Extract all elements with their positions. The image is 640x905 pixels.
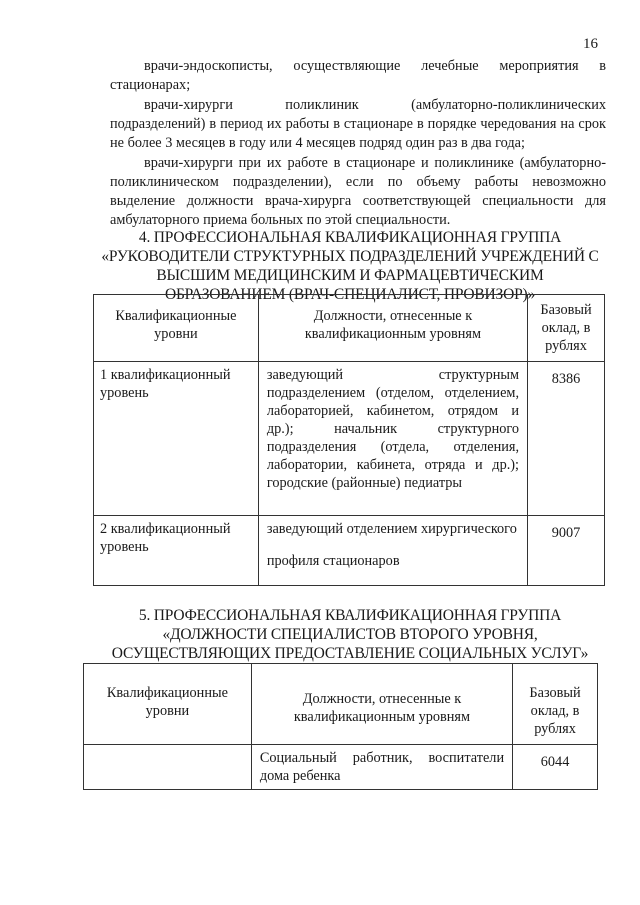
row-positions: заведующий отделением хирургического — [266, 521, 517, 537]
row-salary: 9007 — [528, 516, 605, 586]
header-base-salary: Базовый оклад, в рублях — [513, 664, 598, 745]
section-5-title — [100, 606, 600, 663]
section-5-title-line2: «ДОЛЖНОСТИ СПЕЦИАЛИСТОВ ВТОРОГО УРОВНЯ, ОСУЩЕСТВЛЯЮЩИХ ПРЕДОСТАВЛЕНИЕ СОЦИАЛЬНЫХ УСЛУГ» — [111, 626, 589, 662]
table-row — [84, 745, 598, 790]
row-salary: 8386 — [528, 362, 605, 516]
header-qualification-levels: Квалификационные уровни — [84, 664, 252, 745]
paragraph-polyclinic-surgeons: врачи-хирурги поликлиник (амбулаторно-поликлинических подразделений) в период их работы в стационаре в порядке чередования на срок не более 3 месяцев в году или 4 месяцев подряд один раз в два года; — [110, 97, 606, 151]
row-positions-extra: профиля стационаров — [266, 553, 400, 569]
section-4-table — [93, 294, 605, 586]
header-base-salary: Базовый оклад, в рублях — [528, 295, 605, 362]
section-4-title-line2: «РУКОВОДИТЕЛИ СТРУКТУРНЫХ ПОДРАЗДЕЛЕНИЙ УЧРЕЖДЕНИЙ С ВЫСШИМ МЕДИЦИНСКИМ И ФАРМАЦЕВТИЧЕСКИМ ОБРАЗОВАНИЕМ (ВРАЧ-СПЕЦИАЛИСТ, ПРОВИЗОР)» — [101, 248, 599, 303]
header-positions: Должности, отнесенные к квалификационным уровням — [258, 295, 527, 362]
table-header-row — [84, 664, 598, 745]
paragraph-hospital-surgeons: врачи-хирурги при их работе в стационаре и поликлинике (амбулаторно-поликлиническом подразделении), если по объему работы невозможно выделение должности врача-хирурга соответствующей специальности для амбулаторного приема больных по этой специальности. — [110, 155, 606, 228]
section-5-title-line1: 5. ПРОФЕССИОНАЛЬНАЯ КВАЛИФИКАЦИОННАЯ ГРУППА — [138, 607, 562, 624]
table-row — [94, 516, 605, 586]
row-level: 2 квалификационный уровень — [94, 516, 259, 586]
row-level — [84, 745, 252, 790]
row-level: 1 квалификационный уровень — [94, 362, 259, 516]
section-4-title-line1: 4. ПРОФЕССИОНАЛЬНАЯ КВАЛИФИКАЦИОННАЯ ГРУППА — [138, 229, 562, 246]
row-positions-cell — [258, 516, 527, 586]
paragraph-endoscopists: врачи-эндоскописты, осуществляющие лечебные мероприятия в стационарах; — [110, 58, 606, 93]
header-qualification-levels: Квалификационные уровни — [94, 295, 259, 362]
row-positions: заведующий структурным подразделением (отделом, отделением, лабораторией, кабинетом, отрядом и др.); начальник структурного подразделения (отдела, отделения, лаборатории, кабинета, отряда и др.); городские (районные) педиатры — [258, 362, 527, 516]
table-header-row — [94, 295, 605, 362]
section-5-table — [83, 663, 598, 790]
table-row — [94, 362, 605, 516]
row-salary: 6044 — [513, 745, 598, 790]
row-positions: Социальный работник, воспитатели дома ребенка — [251, 745, 512, 790]
section-4-title — [100, 228, 600, 304]
page-number: 16 — [583, 36, 598, 52]
header-positions: Должности, отнесенные к квалификационным уровням — [251, 664, 512, 745]
